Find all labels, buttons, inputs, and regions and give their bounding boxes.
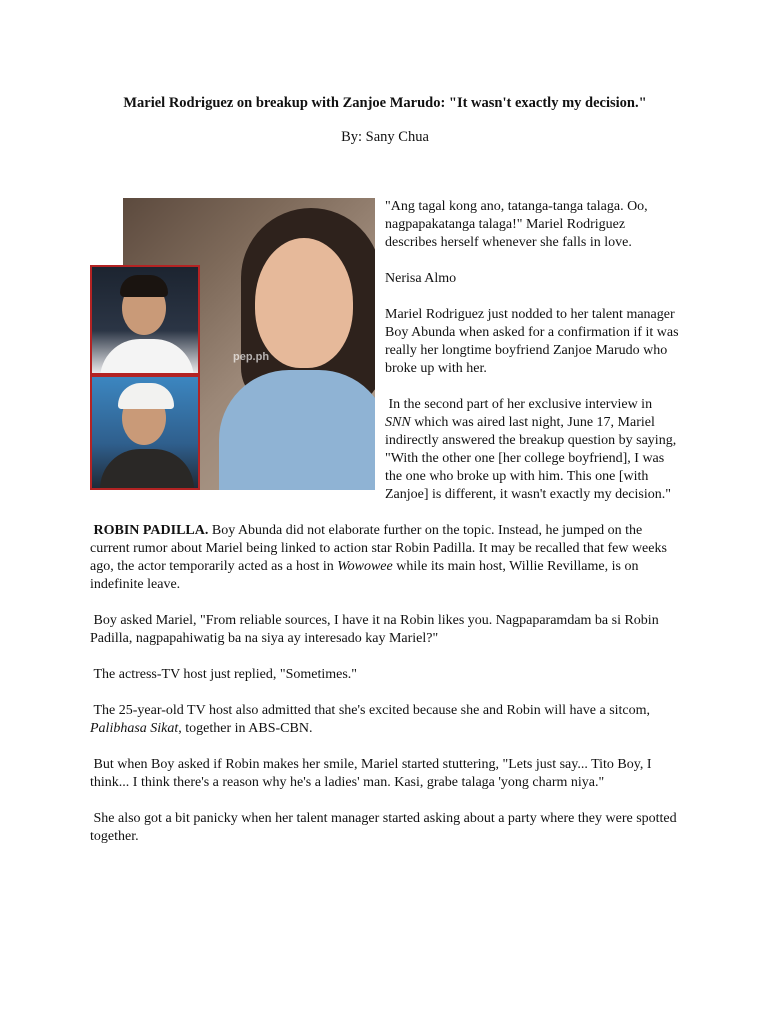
author-name: Nerisa Almo bbox=[385, 271, 457, 286]
article-title: Mariel Rodriguez on breakup with Zanjoe Marudo: "It wasn't exactly my decision." bbox=[123, 95, 647, 111]
paragraph-2: In the second part of her exclusive interview in SNN which was aired last night, June 17, Mariel indirectly answered the breakup question by saying, "With the other one [her college boyfriend], I was the one who broke up with him. This one [with Zanjoe] is different, it wasn't exactly my decision." bbox=[385, 397, 677, 502]
show-name-snn: SNN bbox=[385, 415, 411, 430]
article-body bbox=[90, 198, 680, 864]
article-photo bbox=[90, 198, 375, 490]
inset-photo-zanjoe bbox=[90, 375, 200, 490]
article-byline: By: Sany Chua bbox=[341, 129, 429, 145]
paragraph-4: Boy asked Mariel, "From reliable sources, I have it na Robin likes you. Nagpaparamdam ba si Robin Padilla, nagpapahiwatig ba na siya ay interesado kay Mariel?" bbox=[90, 613, 659, 646]
show-name-palibhasa: Palibhasa Sikat bbox=[90, 721, 179, 736]
paragraph-3: ROBIN PADILLA. Boy Abunda did not elaborate further on the topic. Instead, he jumped on the current rumor about Mariel being linked to action star Robin Padilla. It may be recalled that few weeks ago, the actor temporarily acted as a host in Wowowee while its main host, Willie Revillame, is on indefinite leave. bbox=[90, 523, 667, 592]
paragraph-7: But when Boy asked if Robin makes her smile, Mariel started stuttering, "Lets just say... Tito Boy, I think... I think there's a reason why he's a ladies' man. Kasi, grabe talaga 'yong charm niya." bbox=[90, 757, 652, 790]
photo-watermark: pep.ph bbox=[233, 351, 270, 363]
paragraph-5: The actress-TV host just replied, "Sometimes." bbox=[93, 667, 358, 682]
paragraph-1: Mariel Rodriguez just nodded to her talent manager Boy Abunda when asked for a confirmation if it was really her longtime boyfriend Zanjoe Marudo who broke up with her. bbox=[385, 307, 679, 376]
paragraph-6: The 25-year-old TV host also admitted that she's excited because she and Robin will have a sitcom, Palibhasa Sikat, together in ABS-CBN. bbox=[90, 703, 651, 736]
paragraph-8: She also got a bit panicky when her talent manager started asking about a party where they were spotted together. bbox=[90, 811, 677, 844]
section-heading-robin: ROBIN PADILLA. bbox=[93, 523, 209, 538]
inset-photo-robin bbox=[90, 265, 200, 375]
show-name-wowowee: Wowowee bbox=[337, 559, 393, 574]
lead-quote: "Ang tagal kong ano, tatanga-tanga talaga. Oo, nagpapakatanga talaga!" Mariel Rodriguez describes herself whenever she falls in love. bbox=[385, 199, 648, 250]
